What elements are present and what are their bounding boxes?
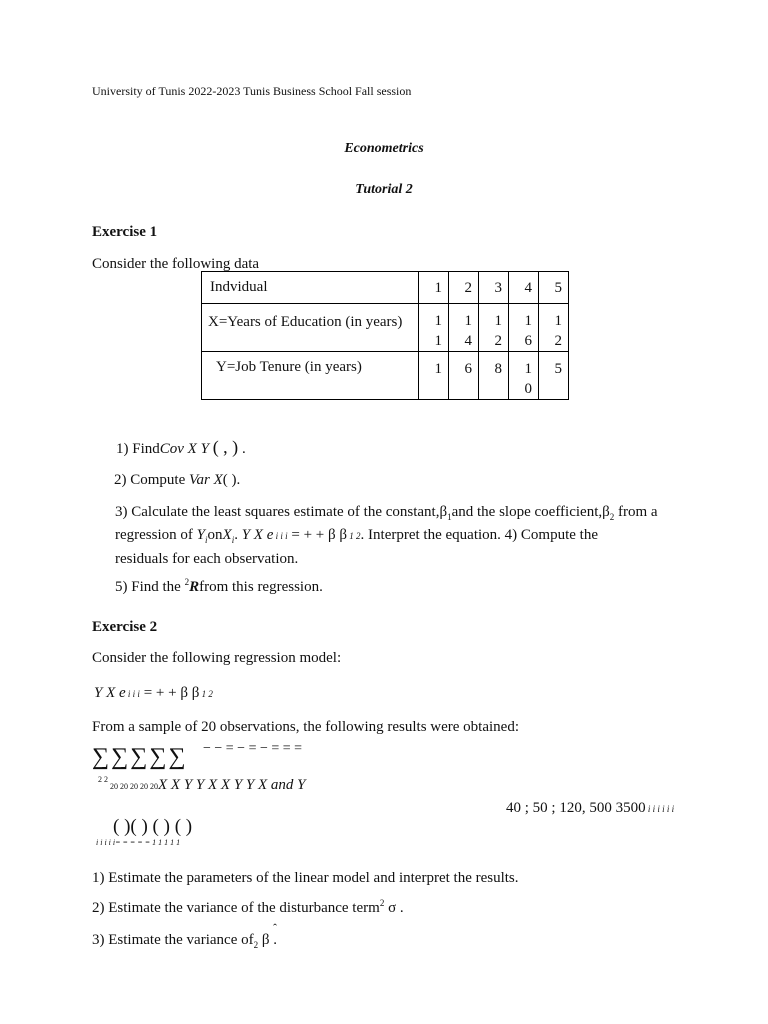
question-3-line1: 3) Calculate the least squares estimate of the $constant,\beta_1and$ the slope $coefficient,\beta_2$ from a xyxy=(115,504,658,522)
overbars: − − = − = − = = = xyxy=(203,741,303,756)
table-cell: 1 6 xyxy=(509,304,539,352)
table-cell: 8 xyxy=(479,352,509,400)
ex2-question-2: 2) Estimate the variance of the disturbance term$^2$ σ . xyxy=(92,898,404,916)
summation-sub: 2 2 xyxy=(98,775,108,784)
table-cell: 6 xyxy=(449,352,479,400)
table-cell: 2 xyxy=(449,272,479,304)
course-title: Econometrics xyxy=(344,141,424,156)
table-cell: 1 xyxy=(419,272,449,304)
table-row-individual xyxy=(202,272,569,304)
table-cell: 5 xyxy=(539,352,569,400)
row-label: Y=Job Tenure (in years) xyxy=(202,352,419,400)
table-cell: 1 1 xyxy=(419,304,449,352)
exercise-1-heading: Exercise 1 xyxy=(92,224,158,240)
table-cell: 1 xyxy=(419,352,449,400)
table-cell: 3 xyxy=(479,272,509,304)
question-1: 1) FindCov X Y ( , ) . xyxy=(116,437,246,457)
summation-signs: ∑∑∑∑∑ xyxy=(92,744,188,770)
question-5: 5) Find the $^2$Rfrom this regression. xyxy=(115,577,323,595)
row-label: Indvidual xyxy=(202,272,419,304)
exercise-1-intro: Consider the following data xyxy=(92,256,260,272)
sample-intro: From a sample of 20 observations, the following results were obtained: xyxy=(92,719,519,735)
tutorial-title: Tutorial 2 xyxy=(355,182,413,197)
question-2: 2) Compute Var X( ). xyxy=(114,472,241,488)
table-cell: 4 xyxy=(509,272,539,304)
question-3-line2: regression of $Y_ionX_i$. Y X e i i i = + + β β 1 2. Interpret the equation. 4) Compute the xyxy=(115,527,598,545)
exercise-2-intro: Consider the following regression model: xyxy=(92,650,342,666)
row-label: X=Years of Education (in years) xyxy=(202,304,419,352)
summation-values: 40 ; 50 ; 120, 500 3500 i i i i i i xyxy=(506,800,675,816)
ex2-question-3: 3) Estimate the variance $of_2$ β . xyxy=(92,932,277,950)
regression-model: Y X e i i i = + + β β 1 2 xyxy=(94,685,213,701)
summation-expression: 20 20 20 20 20X X Y Y X X Y Y X and Y xyxy=(110,777,306,793)
parentheses: ( )( ) ( ) ( ) xyxy=(113,816,193,837)
parentheses-sub: i i i i i= = = = = 1 1 1 1 1 xyxy=(96,838,181,847)
question-3-line3: residuals for each observation. xyxy=(115,551,299,567)
document-header: University of Tunis 2022-2023 Tunis Business School Fall session xyxy=(92,84,412,98)
table-cell: 1 2 xyxy=(479,304,509,352)
table-cell: 5 xyxy=(539,272,569,304)
data-table xyxy=(201,271,569,400)
table-cell: 1 2 xyxy=(539,304,569,352)
table-row-education xyxy=(202,304,569,352)
exercise-2-heading: Exercise 2 xyxy=(92,619,158,635)
table-row-tenure xyxy=(202,352,569,400)
table-cell: 1 4 xyxy=(449,304,479,352)
hat-accent: ˆ xyxy=(273,921,277,935)
ex2-question-1: 1) Estimate the parameters of the linear model and interpret the results. xyxy=(92,870,519,886)
table-cell: 1 0 xyxy=(509,352,539,400)
